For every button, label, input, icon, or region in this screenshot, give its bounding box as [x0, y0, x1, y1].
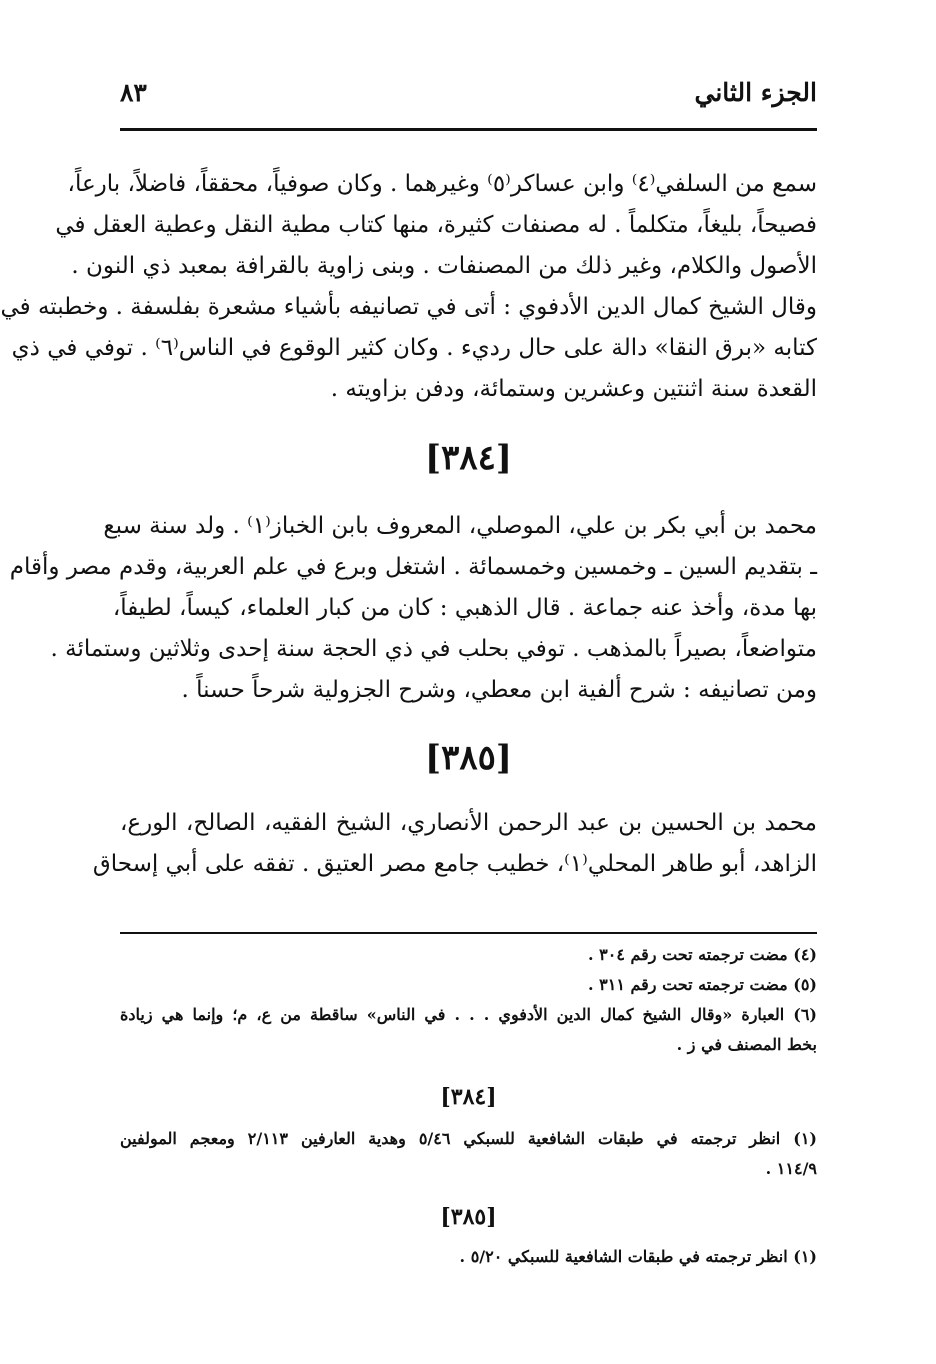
entry-heading-385: [٣٨٥] [425, 738, 512, 778]
footnote-heading-385: [٣٨٥] [440, 1204, 497, 1230]
text-line: محمد بن الحسين بن عبد الرحمن الأنصاري، الشيخ الفقيه، الصالح، الورع، [120, 810, 817, 836]
entry-heading-384: [٣٨٤] [425, 438, 512, 478]
footnote: بخط المصنف في ز . [676, 1035, 817, 1054]
footnotes-385 [120, 1242, 817, 1272]
footnote: (١) انظر ترجمته في طبقات الشافعية للسبكي ٥/٤٦ وهدية العارفين ٢/١١٣ ومعجم المولفين [120, 1129, 817, 1148]
footnotes-divider [120, 932, 817, 934]
text-line: القعدة سنة اثنتين وعشرين وستمائة، ودفن بزاويته . [330, 376, 817, 402]
text-line: ـ بتقديم السين ـ وخمسين وخمسمائة . اشتغل وبرع في علم العربية، وقدم مصر وأقام [9, 554, 817, 580]
entry-385-paragraph [92, 803, 817, 885]
footnote: (١) انظر ترجمته في طبقات الشافعية للسبكي ٥/٢٠ . [459, 1247, 817, 1266]
text-line: الأصول والكلام، وغير ذلك من المصنفات . وبنى زاوية بالقرافة بمعبد ذي النون . [71, 253, 817, 279]
text-line: الزاهد، أبو طاهر المحلي⁽١⁾، خطيب جامع مصر العتيق . تفقه على أبي إسحاق [92, 851, 817, 877]
footnotes-384 [120, 1124, 817, 1184]
text-line: متواضعاً، بصيراً بالمذهب . توفي بحلب في ذي الحجة سنة إحدى وثلاثين وستمائة . [50, 636, 817, 662]
text-line: فصيحاً، بليغاً، متكلماً . له مصنفات كثيرة، منها كتاب مطية النقل وعطية العقل في [55, 212, 817, 238]
footnote: (٦) العبارة «وقال الشيخ كمال الدين الأدفوي . . . في الناس» ساقطة من ع، م؛ وإنما هي زيادة [120, 1005, 817, 1024]
footnote: ١١٤/٩ . [765, 1159, 817, 1178]
text-line: بها مدة، وأخذ عنه جماعة . قال الذهبي : كان من كبار العلماء، كيساً، لطيفاً، [112, 595, 817, 621]
entry-384-paragraph [9, 506, 817, 711]
footnotes-continuation [120, 940, 817, 1060]
footnote: (٤) مضت ترجمته تحت رقم ٣٠٤ . [587, 945, 817, 964]
text-line: محمد بن أبي بكر بن علي، الموصلي، المعروف بابن الخباز⁽١⁾ . ولد سنة سبع [103, 513, 817, 539]
running-title: الجزء الثاني [694, 78, 817, 107]
text-line: ومن تصانيفه : شرح ألفية ابن معطي، وشرح الجزولية شرحاً حسناً . [181, 677, 817, 703]
page-header [120, 78, 817, 114]
book-page [2, 0, 936, 1364]
footnote: (٥) مضت ترجمته تحت رقم ٣١١ . [587, 975, 817, 994]
continuation-paragraph [0, 164, 817, 410]
text-line: وقال الشيخ كمال الدين الأدفوي : أتى في تصانيفه بأشياء مشعرة بفلسفة . وخطبته في [0, 294, 817, 320]
text-line: سمع من السلفي⁽٤⁾ وابن عساكر⁽٥⁾ وغيرهما . وكان صوفياً، محققاً، فاضلاً، بارعاً، [67, 171, 817, 197]
page-number: ٨٣ [120, 78, 147, 107]
header-divider [120, 128, 817, 131]
text-line: كتابه «برق النقا» دالة على حال رديء . وكان كثير الوقوع في الناس⁽٦⁾ . توفي في ذي [11, 335, 817, 361]
footnote-heading-384: [٣٨٤] [440, 1084, 497, 1110]
